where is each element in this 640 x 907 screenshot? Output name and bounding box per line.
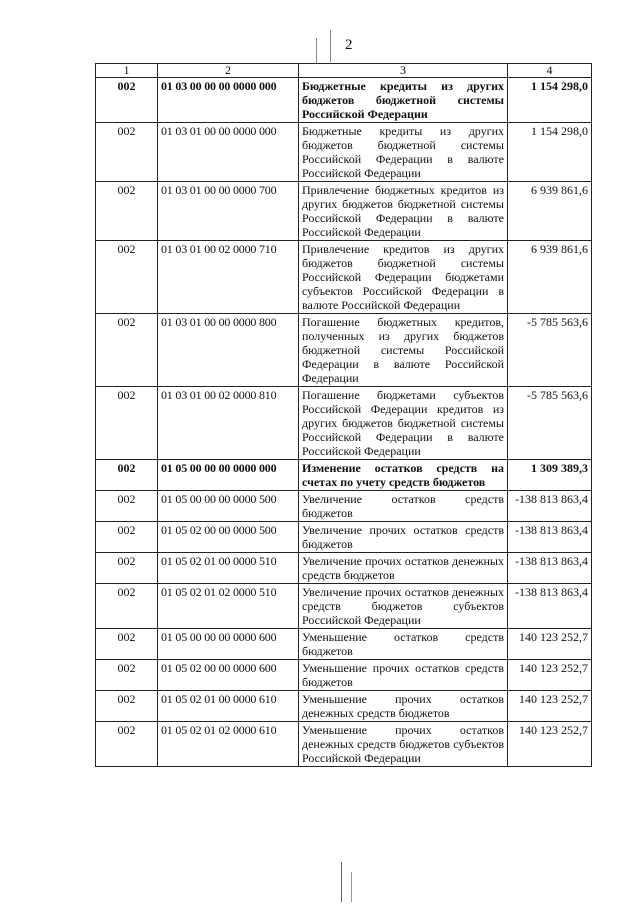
source-name-cell: Уменьшение прочих остатков денежных средств бюджетов субъектов Российской Федерации: [299, 722, 508, 767]
table-row: [96, 241, 592, 314]
column-header: 4: [508, 64, 592, 78]
table-row: [96, 314, 592, 387]
scan-artifact-line: [330, 30, 331, 62]
amount-cell: -138 813 863,4: [508, 553, 592, 584]
amount-cell: -5 785 563,6: [508, 387, 592, 460]
table-header-row: [96, 64, 592, 78]
source-name-cell: Привлечение кредитов из других бюджетов бюджетной системы Российской Федерации бюджетами субъектов Российской Федерации в валюте Российской Федерации: [299, 241, 508, 314]
table-row: [96, 123, 592, 182]
table-row: [96, 78, 592, 123]
admin-code-cell: 002: [96, 182, 158, 241]
scan-artifact-line: [316, 38, 317, 64]
amount-cell: 140 123 252,7: [508, 629, 592, 660]
admin-code-cell: 002: [96, 241, 158, 314]
classification-code-cell: 01 05 02 01 02 0000 510: [158, 584, 299, 629]
source-name-cell: Изменение остатков средств на счетах по учету средств бюджетов: [299, 460, 508, 491]
classification-code-cell: 01 05 00 00 00 0000 000: [158, 460, 299, 491]
admin-code-cell: 002: [96, 387, 158, 460]
source-name-cell: Уменьшение прочих остатков денежных средств бюджетов: [299, 691, 508, 722]
scan-artifact-line: [351, 872, 352, 902]
admin-code-cell: 002: [96, 522, 158, 553]
admin-code-cell: 002: [96, 314, 158, 387]
source-name-cell: Погашение бюджетных кредитов, полученных из других бюджетов бюджетной системы Российской Федерации в валюте Российской Федерации: [299, 314, 508, 387]
amount-cell: 1 154 298,0: [508, 123, 592, 182]
page-number: 2: [345, 37, 353, 53]
classification-code-cell: 01 03 01 00 02 0000 710: [158, 241, 299, 314]
table-row: [96, 629, 592, 660]
classification-code-cell: 01 03 01 00 00 0000 000: [158, 123, 299, 182]
classification-code-cell: 01 05 00 00 00 0000 500: [158, 491, 299, 522]
classification-code-cell: 01 05 02 01 00 0000 510: [158, 553, 299, 584]
source-name-cell: Увеличение прочих остатков средств бюджетов: [299, 522, 508, 553]
column-header: 1: [96, 64, 158, 78]
admin-code-cell: 002: [96, 691, 158, 722]
amount-cell: -138 813 863,4: [508, 584, 592, 629]
classification-code-cell: 01 03 01 00 02 0000 810: [158, 387, 299, 460]
amount-cell: 140 123 252,7: [508, 722, 592, 767]
classification-code-cell: 01 05 02 00 00 0000 500: [158, 522, 299, 553]
table-row: [96, 387, 592, 460]
classification-code-cell: 01 05 02 00 00 0000 600: [158, 660, 299, 691]
classification-code-cell: 01 03 01 00 00 0000 800: [158, 314, 299, 387]
table-row: [96, 722, 592, 767]
amount-cell: -5 785 563,6: [508, 314, 592, 387]
source-name-cell: Увеличение остатков средств бюджетов: [299, 491, 508, 522]
admin-code-cell: 002: [96, 584, 158, 629]
budget-sources-table: [95, 63, 592, 767]
source-name-cell: Бюджетные кредиты из других бюджетов бюджетной системы Российской Федерации: [299, 78, 508, 123]
table-row: [96, 522, 592, 553]
admin-code-cell: 002: [96, 660, 158, 691]
amount-cell: 1 154 298,0: [508, 78, 592, 123]
source-name-cell: Погашение бюджетами субъектов Российской Федерации кредитов из других бюджетов бюджетной системы Российской Федерации в валюте Российской Федерации: [299, 387, 508, 460]
scan-artifact-line: [341, 862, 342, 902]
amount-cell: 140 123 252,7: [508, 691, 592, 722]
table-row: [96, 460, 592, 491]
admin-code-cell: 002: [96, 722, 158, 767]
admin-code-cell: 002: [96, 491, 158, 522]
table-row: [96, 553, 592, 584]
amount-cell: 6 939 861,6: [508, 182, 592, 241]
source-name-cell: Уменьшение остатков средств бюджетов: [299, 629, 508, 660]
classification-code-cell: 01 05 02 01 02 0000 610: [158, 722, 299, 767]
source-name-cell: Увеличение прочих остатков денежных средств бюджетов: [299, 553, 508, 584]
amount-cell: 1 309 389,3: [508, 460, 592, 491]
classification-code-cell: 01 05 00 00 00 0000 600: [158, 629, 299, 660]
column-header: 3: [299, 64, 508, 78]
admin-code-cell: 002: [96, 629, 158, 660]
admin-code-cell: 002: [96, 553, 158, 584]
table-row: [96, 691, 592, 722]
amount-cell: 6 939 861,6: [508, 241, 592, 314]
column-header: 2: [158, 64, 299, 78]
source-name-cell: Увеличение прочих остатков денежных средств бюджетов субъектов Российской Федерации: [299, 584, 508, 629]
admin-code-cell: 002: [96, 123, 158, 182]
amount-cell: 140 123 252,7: [508, 660, 592, 691]
source-name-cell: Бюджетные кредиты из других бюджетов бюджетной системы Российской Федерации в валюте Российской Федерации: [299, 123, 508, 182]
amount-cell: -138 813 863,4: [508, 491, 592, 522]
table-row: [96, 584, 592, 629]
classification-code-cell: 01 03 01 00 00 0000 700: [158, 182, 299, 241]
table-row: [96, 182, 592, 241]
source-name-cell: Привлечение бюджетных кредитов из других бюджетов бюджетной системы Российской Федерации в валюте Российской Федерации: [299, 182, 508, 241]
classification-code-cell: 01 05 02 01 00 0000 610: [158, 691, 299, 722]
table-row: [96, 660, 592, 691]
source-name-cell: Уменьшение прочих остатков средств бюджетов: [299, 660, 508, 691]
admin-code-cell: 002: [96, 460, 158, 491]
amount-cell: -138 813 863,4: [508, 522, 592, 553]
admin-code-cell: 002: [96, 78, 158, 123]
table-row: [96, 491, 592, 522]
classification-code-cell: 01 03 00 00 00 0000 000: [158, 78, 299, 123]
